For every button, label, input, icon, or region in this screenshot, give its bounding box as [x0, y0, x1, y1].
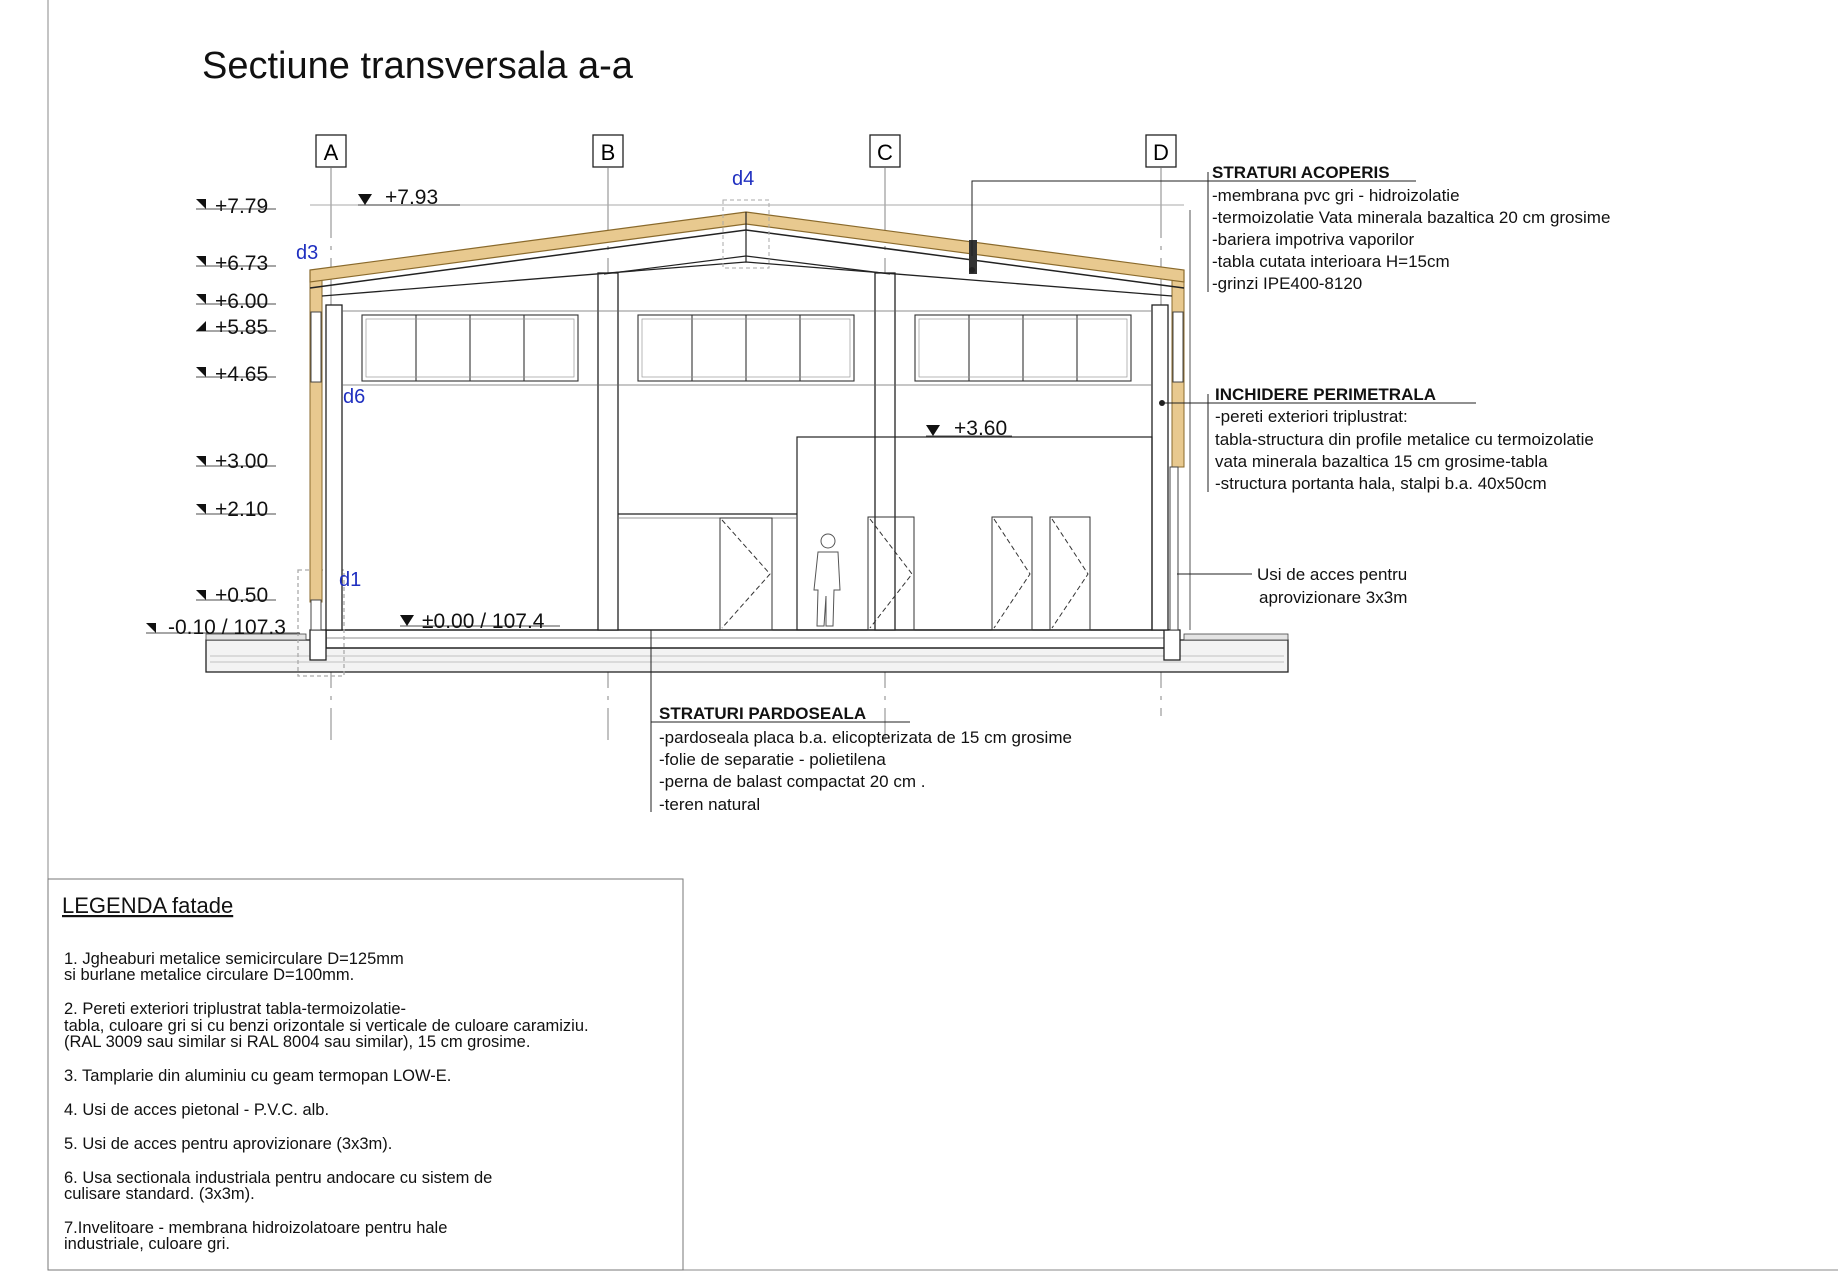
- floor-layers-annotation: [659, 704, 1072, 814]
- roof-layer-item: -membrana pvc gri - hidroizolatie: [1212, 186, 1460, 205]
- ribbon-windows: [362, 315, 1131, 381]
- legend-item: 7.Invelitoare - membrana hidroizolatoare pentru hale: [64, 1219, 448, 1237]
- axis-marker-b: [593, 135, 623, 167]
- floor-layers-heading: STRATURI PARDOSEALA: [659, 704, 867, 723]
- door-left-double: [720, 518, 772, 630]
- perimeter-item: -pereti exteriori triplustrat:: [1215, 407, 1408, 426]
- floor-layer-item: -teren natural: [659, 795, 761, 814]
- level-labels-left: [168, 195, 286, 639]
- axis-marker-d: [1146, 135, 1176, 167]
- roof: [310, 200, 1184, 296]
- perimeter-heading: INCHIDERE PERIMETRALA: [1215, 385, 1437, 404]
- level-label: +2.10: [215, 498, 269, 521]
- axis-marker-a: [316, 135, 346, 167]
- column-d: [1152, 305, 1168, 630]
- legend-item: 5. Usi de acces pentru aprovizionare (3x3m).: [64, 1135, 393, 1153]
- legend-item: 2. Pereti exteriori triplustrat tabla-termoizolatie-: [64, 1000, 407, 1018]
- door-2: [992, 517, 1032, 630]
- level-label: +0.50: [215, 584, 269, 607]
- roof-layer-item: -termoizolatie Vata minerala bazaltica 20 cm grosime: [1212, 208, 1611, 227]
- drawing-title: Sectiune transversala a-a: [202, 45, 633, 87]
- level-label: -0.10 / 107.3: [168, 616, 286, 639]
- roof-layers-annotation: [1212, 163, 1610, 293]
- window-band-lines: [342, 311, 1152, 385]
- floor-layer-item: -perna de balast compactat 20 cm .: [659, 772, 926, 791]
- level-label: ±0.00 / 107.4: [422, 610, 545, 633]
- access-doors-annotation: [1257, 565, 1407, 607]
- detail-label: d3: [296, 242, 319, 264]
- detail-label: d1: [339, 569, 362, 591]
- axis-label-d: D: [1153, 140, 1169, 165]
- column-c: [875, 273, 895, 630]
- perimeter-item: tabla-structura din profile metalice cu termoizolatie: [1215, 430, 1594, 449]
- perimeter-wall-left: [310, 272, 322, 630]
- level-label: +3.00: [215, 450, 269, 473]
- column-b: [598, 273, 618, 630]
- legend-item: tabla, culoare gri si cu benzi orizontale si verticale de culoare caramiziu.: [64, 1017, 589, 1035]
- floor-layer-item: -pardoseala placa b.a. elicopterizata de 15 cm grosime: [659, 728, 1072, 747]
- axis-label-a: A: [323, 140, 339, 165]
- legend-item: 1. Jgheaburi metalice semicirculare D=125mm: [64, 950, 404, 968]
- roof-layer-item: -grinzi IPE400-8120: [1212, 274, 1363, 293]
- leader-dot: [1159, 400, 1165, 406]
- level-label: +7.93: [385, 186, 439, 209]
- level-label: +5.85: [215, 316, 269, 339]
- axis-marker-c: [870, 135, 900, 167]
- level-label: +6.00: [215, 290, 269, 313]
- human-figure: [814, 534, 840, 626]
- legend-item: 6. Usa sectionala industriala pentru andocare cu sistem de: [64, 1169, 493, 1187]
- axis-label-c: C: [877, 140, 893, 165]
- detail-label: d6: [343, 386, 366, 408]
- legend-item: 3. Tamplarie din aluminiu cu geam termopan LOW-E.: [64, 1067, 452, 1085]
- access-doors-line: Usi de acces pentru: [1257, 565, 1408, 584]
- perimeter-item: -structura portanta hala, stalpi b.a. 40x50cm: [1215, 474, 1547, 493]
- access-doors-line: aprovizionare 3x3m: [1259, 588, 1408, 607]
- level-label: +7.79: [215, 195, 269, 218]
- perimeter-item: vata minerala bazaltica 15 cm grosime-tabla: [1215, 452, 1548, 471]
- door-3: [1050, 517, 1090, 630]
- legend-box: [48, 879, 683, 1270]
- legend-item: industriale, culoare gri.: [64, 1235, 230, 1253]
- level-label: +4.65: [215, 363, 269, 386]
- legend-item: si burlane metalice circulare D=100mm.: [64, 966, 355, 984]
- roof-layer-item: -bariera impotriva vaporilor: [1212, 230, 1415, 249]
- legend-item: (RAL 3009 sau similar si RAL 8004 sau similar), 15 cm grosime.: [64, 1033, 531, 1051]
- level-label: +3.60: [954, 417, 1008, 440]
- roof-layer-item: -tabla cutata interioara H=15cm: [1212, 252, 1450, 271]
- perimeter-annotation: [1215, 385, 1594, 493]
- floor-layer-item: -folie de separatie - polietilena: [659, 750, 886, 769]
- legend-item: culisare standard. (3x3m).: [64, 1185, 255, 1203]
- legend-heading: LEGENDA fatade: [62, 893, 234, 918]
- leader-dot: [969, 267, 975, 273]
- axis-label-b: B: [600, 140, 616, 165]
- roof-layers-heading: STRATURI ACOPERIS: [1212, 163, 1390, 182]
- level-label: +6.73: [215, 252, 269, 275]
- detail-label: d4: [732, 168, 755, 190]
- legend-item: 4. Usi de acces pietonal - P.V.C. alb.: [64, 1101, 330, 1119]
